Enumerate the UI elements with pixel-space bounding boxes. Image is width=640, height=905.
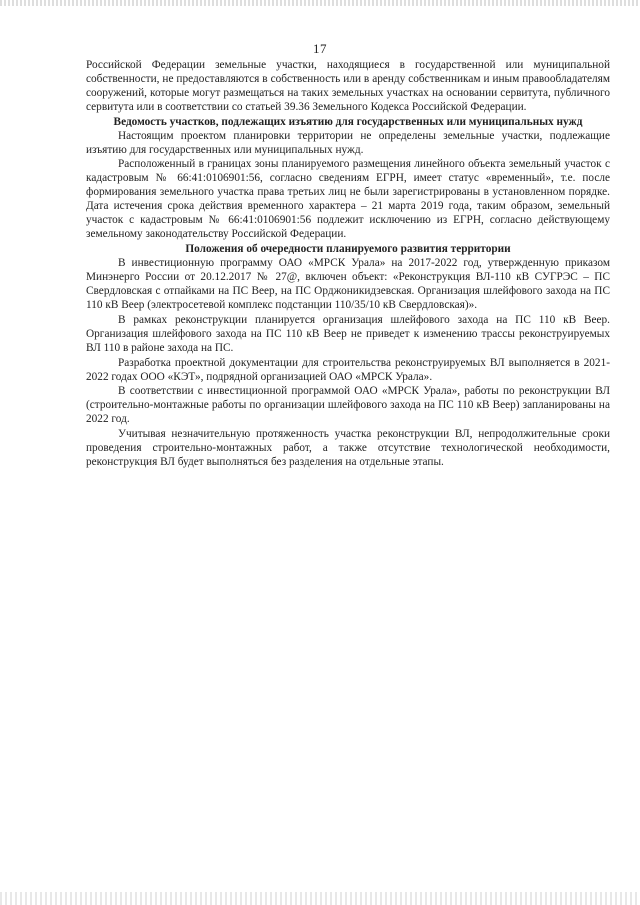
paragraph-investment-program: В инвестиционную программу ОАО «МРСК Урала» на 2017-2022 год, утвержденную приказом Минэнерго России от 20.12.2017 № 27@, включен объект: «Реконструкция ВЛ-110 кВ СУГРЭС – ПС Свердловская с отпайками на ПС Веер, на ПС Орджоникидзевская. Организация шлейфового захода на ПС 110 кВ Веер (электросетевой комплекс подстанции 110/35/10 кВ Свердловская)». xyxy=(86,257,610,311)
page-number: 17 xyxy=(313,41,327,56)
paragraph-reconstruction-scope: В рамках реконструкции планируется организация шлейфового захода на ПС 110 кВ Веер. Организация шлейфового захода на ПС 110 кВ Веер не приведет к изменению трассы реконструируемых ВЛ 110 в районе захода на ПС. xyxy=(86,314,610,354)
paragraph-no-seizure: Настоящим проектом планировки территории не определены земельные участки, подлежащие изъятию для государственных или муниципальных нужд. xyxy=(86,130,610,156)
scan-top-edge xyxy=(0,0,640,6)
paragraph-no-stages: Учитывая незначительную протяженность участка реконструкции ВЛ, непродолжительные сроки проведения строительно-монтажных работ, а также отсутствие технологической необходимости, реконструкция ВЛ будет выполняться без разделения на отдельные этапы. xyxy=(86,428,610,468)
paragraph-cadastral-plot: Расположенный в границах зоны планируемого размещения линейного объекта земельный участок с кадастровым № 66:41:0106901:56, согласно сведениям ЕГРН, имеет статус «временный», т.е. после формирования земельного участка права третьих лиц не были зарегистрированы в установленном порядке. Дата истечения срока действия временного характера – 21 марта 2019 года, таким образом, земельный участок с кадастровым № 66:41:0106901:56 подлежит исключению из ЕГРН, согласно действующему земельному законодательству Российской Федерации. xyxy=(86,158,610,240)
heading-seizure-statement: Ведомость участков, подлежащих изъятию для государственных или муниципальных нужд xyxy=(113,116,583,128)
document-body xyxy=(86,58,610,469)
paragraph-land-plots-servitude: Российской Федерации земельные участки, находящиеся в государственной или муниципальной собственности, не предоставляются в собственность или в аренду собственникам и иным правообладателям сооружений, которые могут размещаться на таких земельных участках на основании сервитута, публичного сервитута или в соответствии со статьей 39.36 Земельного Кодекса Российской Федерации. xyxy=(86,59,610,113)
heading-development-sequence: Положения об очередности планируемого развития территории xyxy=(185,243,511,255)
scan-bottom-edge xyxy=(0,892,640,905)
paragraph-work-schedule: В соответствии с инвестиционной программой ОАО «МРСК Урала», работы по реконструкции ВЛ (строительно-монтажные работы по организации шлейфового захода на ПС 110 кВ Веер) запланированы на 2022 год. xyxy=(86,385,610,425)
paragraph-design-documentation: Разработка проектной документации для строительства реконструируемых ВЛ выполняется в 2021-2022 годах ООО «КЭТ», подрядной организацией ОАО «МРСК Урала». xyxy=(86,357,610,383)
